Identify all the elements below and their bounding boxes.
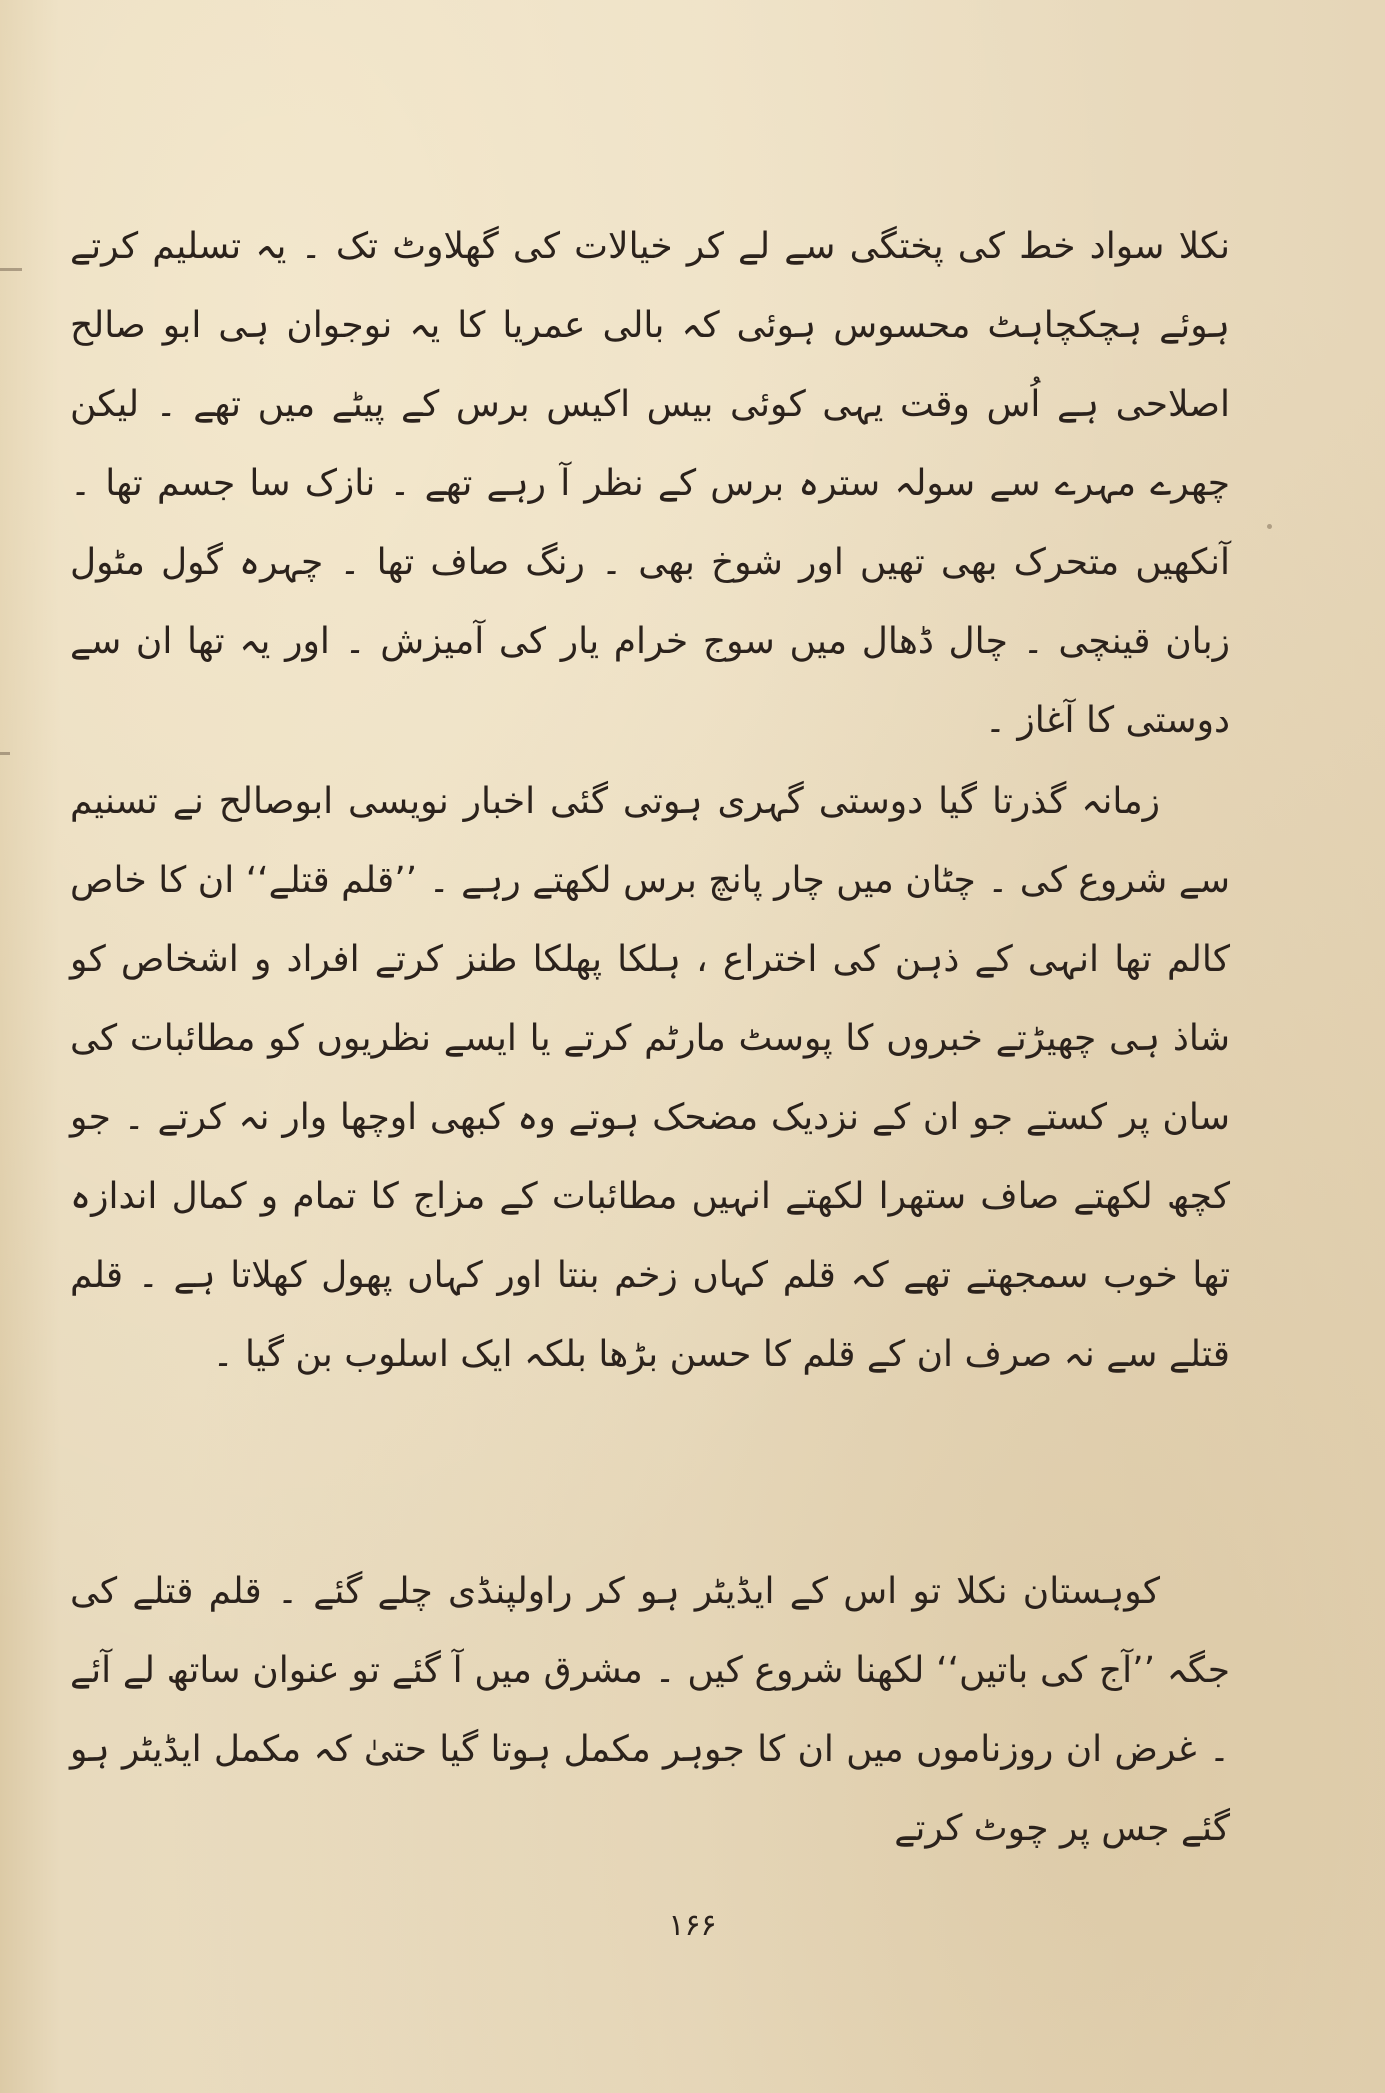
paragraph-3 <box>70 1552 1230 1868</box>
paragraph-text: زمانہ گذرتا گیا دوستی گہری ہوتی گئی اخبار نویسی ابوصالح نے تسنیم سے شروع کی ۔ چٹان میں چار پانچ برس لکھتے رہے ۔ ’’قلم قتلے‘‘ ان کا خاص کالم تھا انہی کے ذہن کی اختراع ، ہلکا پھلکا طنز کرتے افراد و اشخاص کو شاذ ہی چھیڑتے خبروں کا پوسٹ مارٹم کرتے یا ایسے نظریوں کو مطائبات کی سان پر کستے جو ان کے نزدیک مضحک ہوتے وہ کبھی اوچھا وار نہ کرتے ۔ جو کچھ لکھتے صاف ستھرا لکھتے انہیں مطائبات کے مزاج کا تمام و کمال اندازہ تھا خوب سمجھتے تھے کہ قلم کہاں زخم بنتا اور کہاں پھول کھلاتا ہے ۔ قلم قتلے سے نہ صرف ان کے قلم کا حسن بڑھا بلکہ ایک اسلوب بن گیا ۔ <box>70 781 1230 1375</box>
paragraph-text: کوہستان نکلا تو اس کے ایڈیٹر ہو کر راولپنڈی چلے گئے ۔ قلم قتلے کی جگہ ’’آج کی باتیں‘‘ لکھنا شروع کیں ۔ مشرق میں آ گئے تو عنوان ساتھ لے آئے ۔ غرض ان روزناموں میں ان کا جوہر مکمل ہوتا گیا حتیٰ کہ مکمل ایڈیٹر ہو گئے جس پر چوٹ کرتے <box>70 1571 1230 1849</box>
margin-mark <box>0 268 22 271</box>
paragraph-text: نکلا سواد خط کی پختگی سے لے کر خیالات کی گھلاوٹ تک ۔ یہ تسلیم کرتے ہوئے ہچکچاہٹ محسوس ہوئی کہ بالی عمریا کا یہ نوجوان ہی ابو صالح اصلاحی ہے اُس وقت یہی کوئی بیس اکیس برس کے پیٹے میں تھے ۔ لیکن چھرے مہرے سے سولہ سترہ برس کے نظر آ رہے تھے ۔ نازک سا جسم تھا ۔ آنکھیں متحرک بھی تھیں اور شوخ بھی ۔ رنگ صاف تھا ۔ چہرہ گول مٹول زبان قینچی ۔ چال ڈھال میں سوج خرام یار کی آمیزش ۔ اور یہ تھا ان سے دوستی کا آغاز ۔ <box>70 226 1230 741</box>
page-number: ۱۶۶ <box>668 1908 717 1943</box>
paragraph-1 <box>70 207 1230 760</box>
paragraph-2 <box>70 762 1230 1394</box>
paper-speck <box>1267 524 1272 529</box>
margin-mark <box>0 752 10 755</box>
